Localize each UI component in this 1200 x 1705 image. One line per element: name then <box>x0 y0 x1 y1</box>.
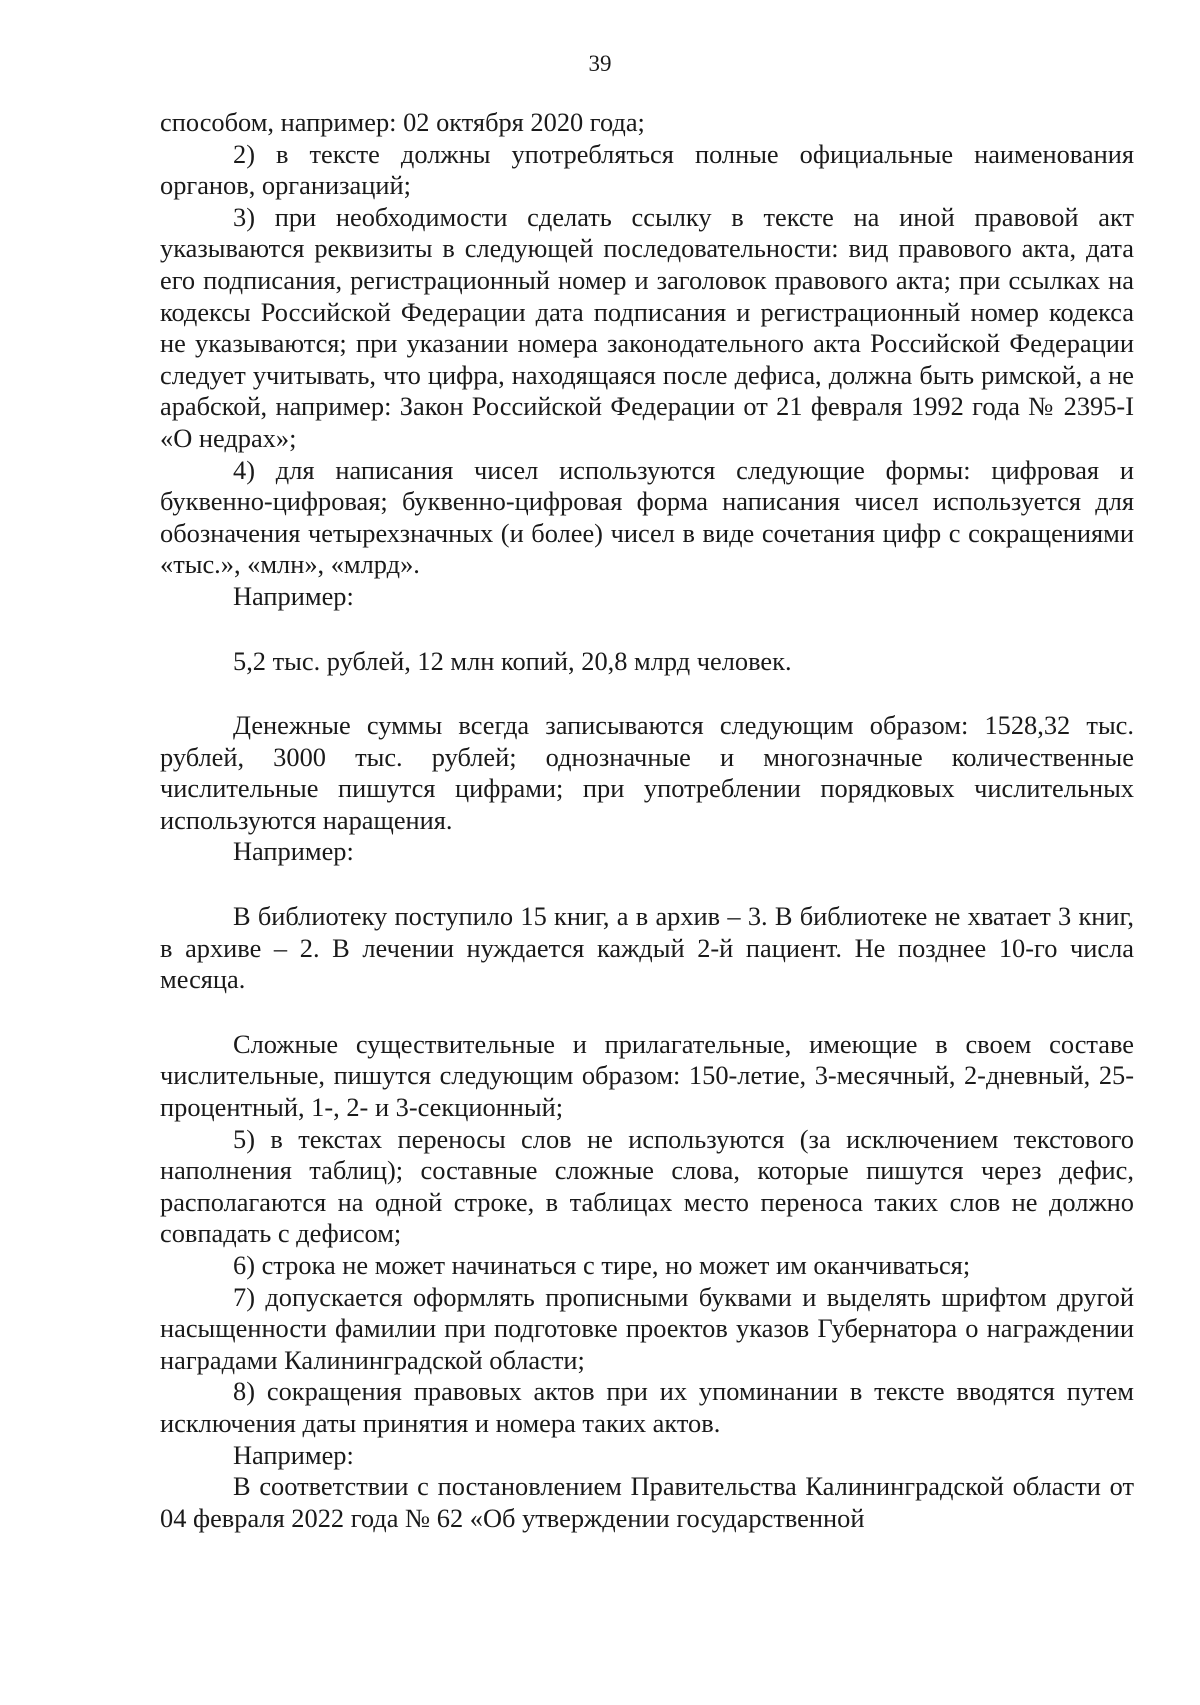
paragraph-item-4: 4) для написания чисел используются следующие формы: цифровая и буквенно-цифровая; буквенно-цифровая форма написания чисел используется для обозначения четырехзначных (и более) чисел в виде сочетания цифр с сокращениями «тыс.», «млн», «млрд». <box>160 454 1134 580</box>
paragraph-item-2: 2) в тексте должны употребляться полные официальные наименования органов, организаций; <box>160 138 1134 201</box>
page-number: 39 <box>588 51 612 76</box>
paragraph-item-8: 8) сокращения правовых актов при их упоминании в тексте вводятся путем исключения даты принятия и номера таких актов. <box>160 1376 1134 1438</box>
document-body <box>160 107 1134 1534</box>
example-label: Например: <box>233 836 354 867</box>
paragraph-date-format-end: способом, например: 02 октября 2020 года; <box>160 107 645 137</box>
paragraph-item-3: 3) при необходимости сделать ссылку в тексте на иной правовой акт указываются реквизиты в следующей последовательности: вид правового акта, дата его подписания, регистрационный номер и заголовок правового акта; при ссылках на кодексы Российской Федерации дата подписания и регистрационный номер кодекса не указываются; при указании номера законодательного акта Российской Федерации следует учитывать, что цифра, находящаяся после дефиса, должна быть римской, а не арабской, например: Закон Российской Федерации от 21 февраля 1992 года № 2395-I «О недрах»; <box>160 201 1134 453</box>
paragraph-item-5: 5) в текстах переносы слов не используются (за исключением текстового наполнения таблиц); составные сложные слова, которые пишутся через дефис, располагаются на одной строке, в таблицах место переноса таких слов не должно совпадать с дефисом; <box>160 1123 1134 1249</box>
example-label: Например: <box>233 580 354 611</box>
paragraph-item-6: 6) строка не может начинаться с тире, но может им оканчиваться; <box>233 1250 971 1280</box>
example-numbers: 5,2 тыс. рублей, 12 млн копий, 20,8 млрд человек. <box>233 645 792 676</box>
example-library: В библиотеку поступило 15 книг, а в архив – 3. В библиотеке не хватает 3 книг, в архиве – 2. В лечении нуждается каждый 2-й пациент. Не позднее 10-го числа месяца. <box>160 901 1134 995</box>
paragraph-item-7: 7) допускается оформлять прописными буквами и выделять шрифтом другой насыщенности фамилии при подготовке проектов указов Губернатора о награждении наградами Калининградской области; <box>160 1281 1134 1375</box>
paragraph-compound-words: Сложные существительные и прилагательные, имеющие в своем составе числительные, пишутся следующим образом: 150-летие, 3-месячный, 2-дневный, 25-процентный, 1-, 2- и 3-секционный; <box>160 1028 1134 1123</box>
example-label: Например: <box>233 1439 354 1470</box>
paragraph-money-sums: Денежные суммы всегда записываются следующим образом: 1528,32 тыс. рублей, 3000 тыс. рублей; однозначные и многозначные количественные числительные пишутся цифрами; при употреблении порядковых числительных используются наращения. <box>160 710 1134 835</box>
example-resolution: В соответствии с постановлением Правительства Калининградской области от 04 февраля 2022 года № 62 «Об утверждении государственной <box>160 1471 1134 1533</box>
